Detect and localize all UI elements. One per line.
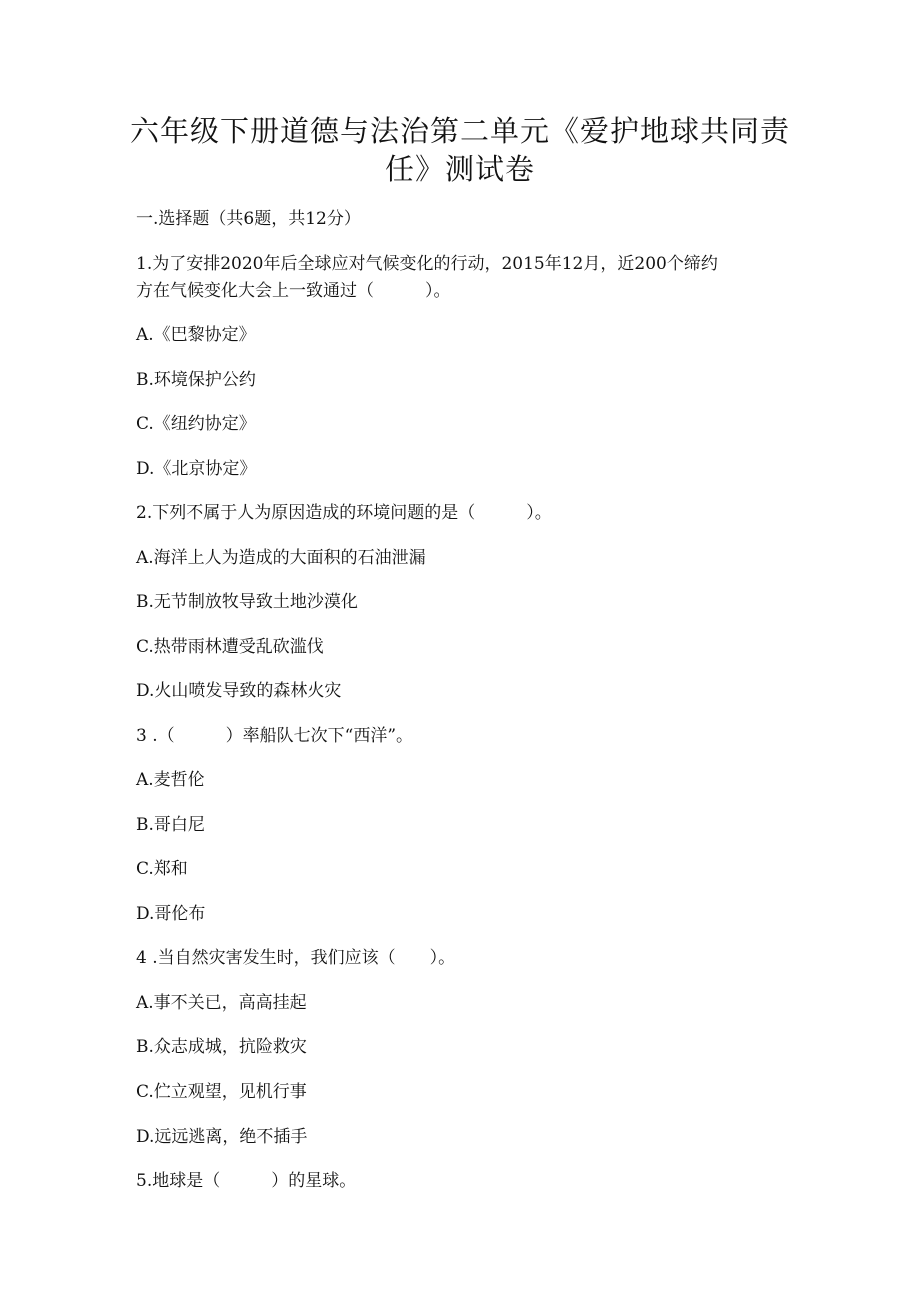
question-3-option-a: A.麦哲伦 [136,770,205,790]
question-3-option-b: B.哥白尼 [136,815,205,835]
question-3-option-d: D.哥伦布 [136,904,206,924]
question-4-stem: 4 .当自然灾害发生时，我们应该（ ）。 [136,948,456,968]
question-3-option-c: C.郑和 [136,859,188,879]
question-1-stem-line-1: 1.为了安排2020年后全球应对气候变化的行动，2015年12月，近200个缔约 [136,254,718,274]
section-heading: 一.选择题（共6题，共12分） [136,209,361,229]
question-1-stem-line-2: 方在气候变化大会上一致通过（ ）。 [136,281,451,301]
question-3-stem: 3 .（ ）率船队七次下“西洋”。 [136,726,414,746]
question-4-option-c: C.伫立观望，见机行事 [136,1082,307,1102]
title-line-1: 六年级下册道德与法治第二单元《爱护地球共同责 [129,114,790,148]
title-line-2: 任》测试卷 [384,152,535,186]
question-1-option-d: D.《北京协定》 [136,459,257,479]
question-4-option-d: D.远远逃离，绝不插手 [136,1127,308,1147]
question-2-option-b: B.无节制放牧导致土地沙漠化 [136,592,358,612]
document-title [120,112,800,188]
question-2-stem: 2.下列不属于人为原因造成的环境问题的是（ ）。 [136,503,552,523]
question-2-option-d: D.火山喷发导致的森林火灾 [136,681,342,701]
question-4-option-b: B.众志成城，抗险救灾 [136,1037,307,1057]
question-1-option-c: C.《纽约协定》 [136,414,256,434]
question-2-option-c: C.热带雨林遭受乱砍滥伐 [136,637,324,657]
question-5-stem: 5.地球是（ ）的星球。 [136,1171,357,1191]
question-4-option-a: A.事不关已，高高挂起 [136,993,307,1013]
question-2-option-a: A.海洋上人为造成的大面积的石油泄漏 [136,548,426,568]
question-1-option-a: A.《巴黎协定》 [136,325,256,345]
question-1-option-b: B.环境保护公约 [136,370,256,390]
